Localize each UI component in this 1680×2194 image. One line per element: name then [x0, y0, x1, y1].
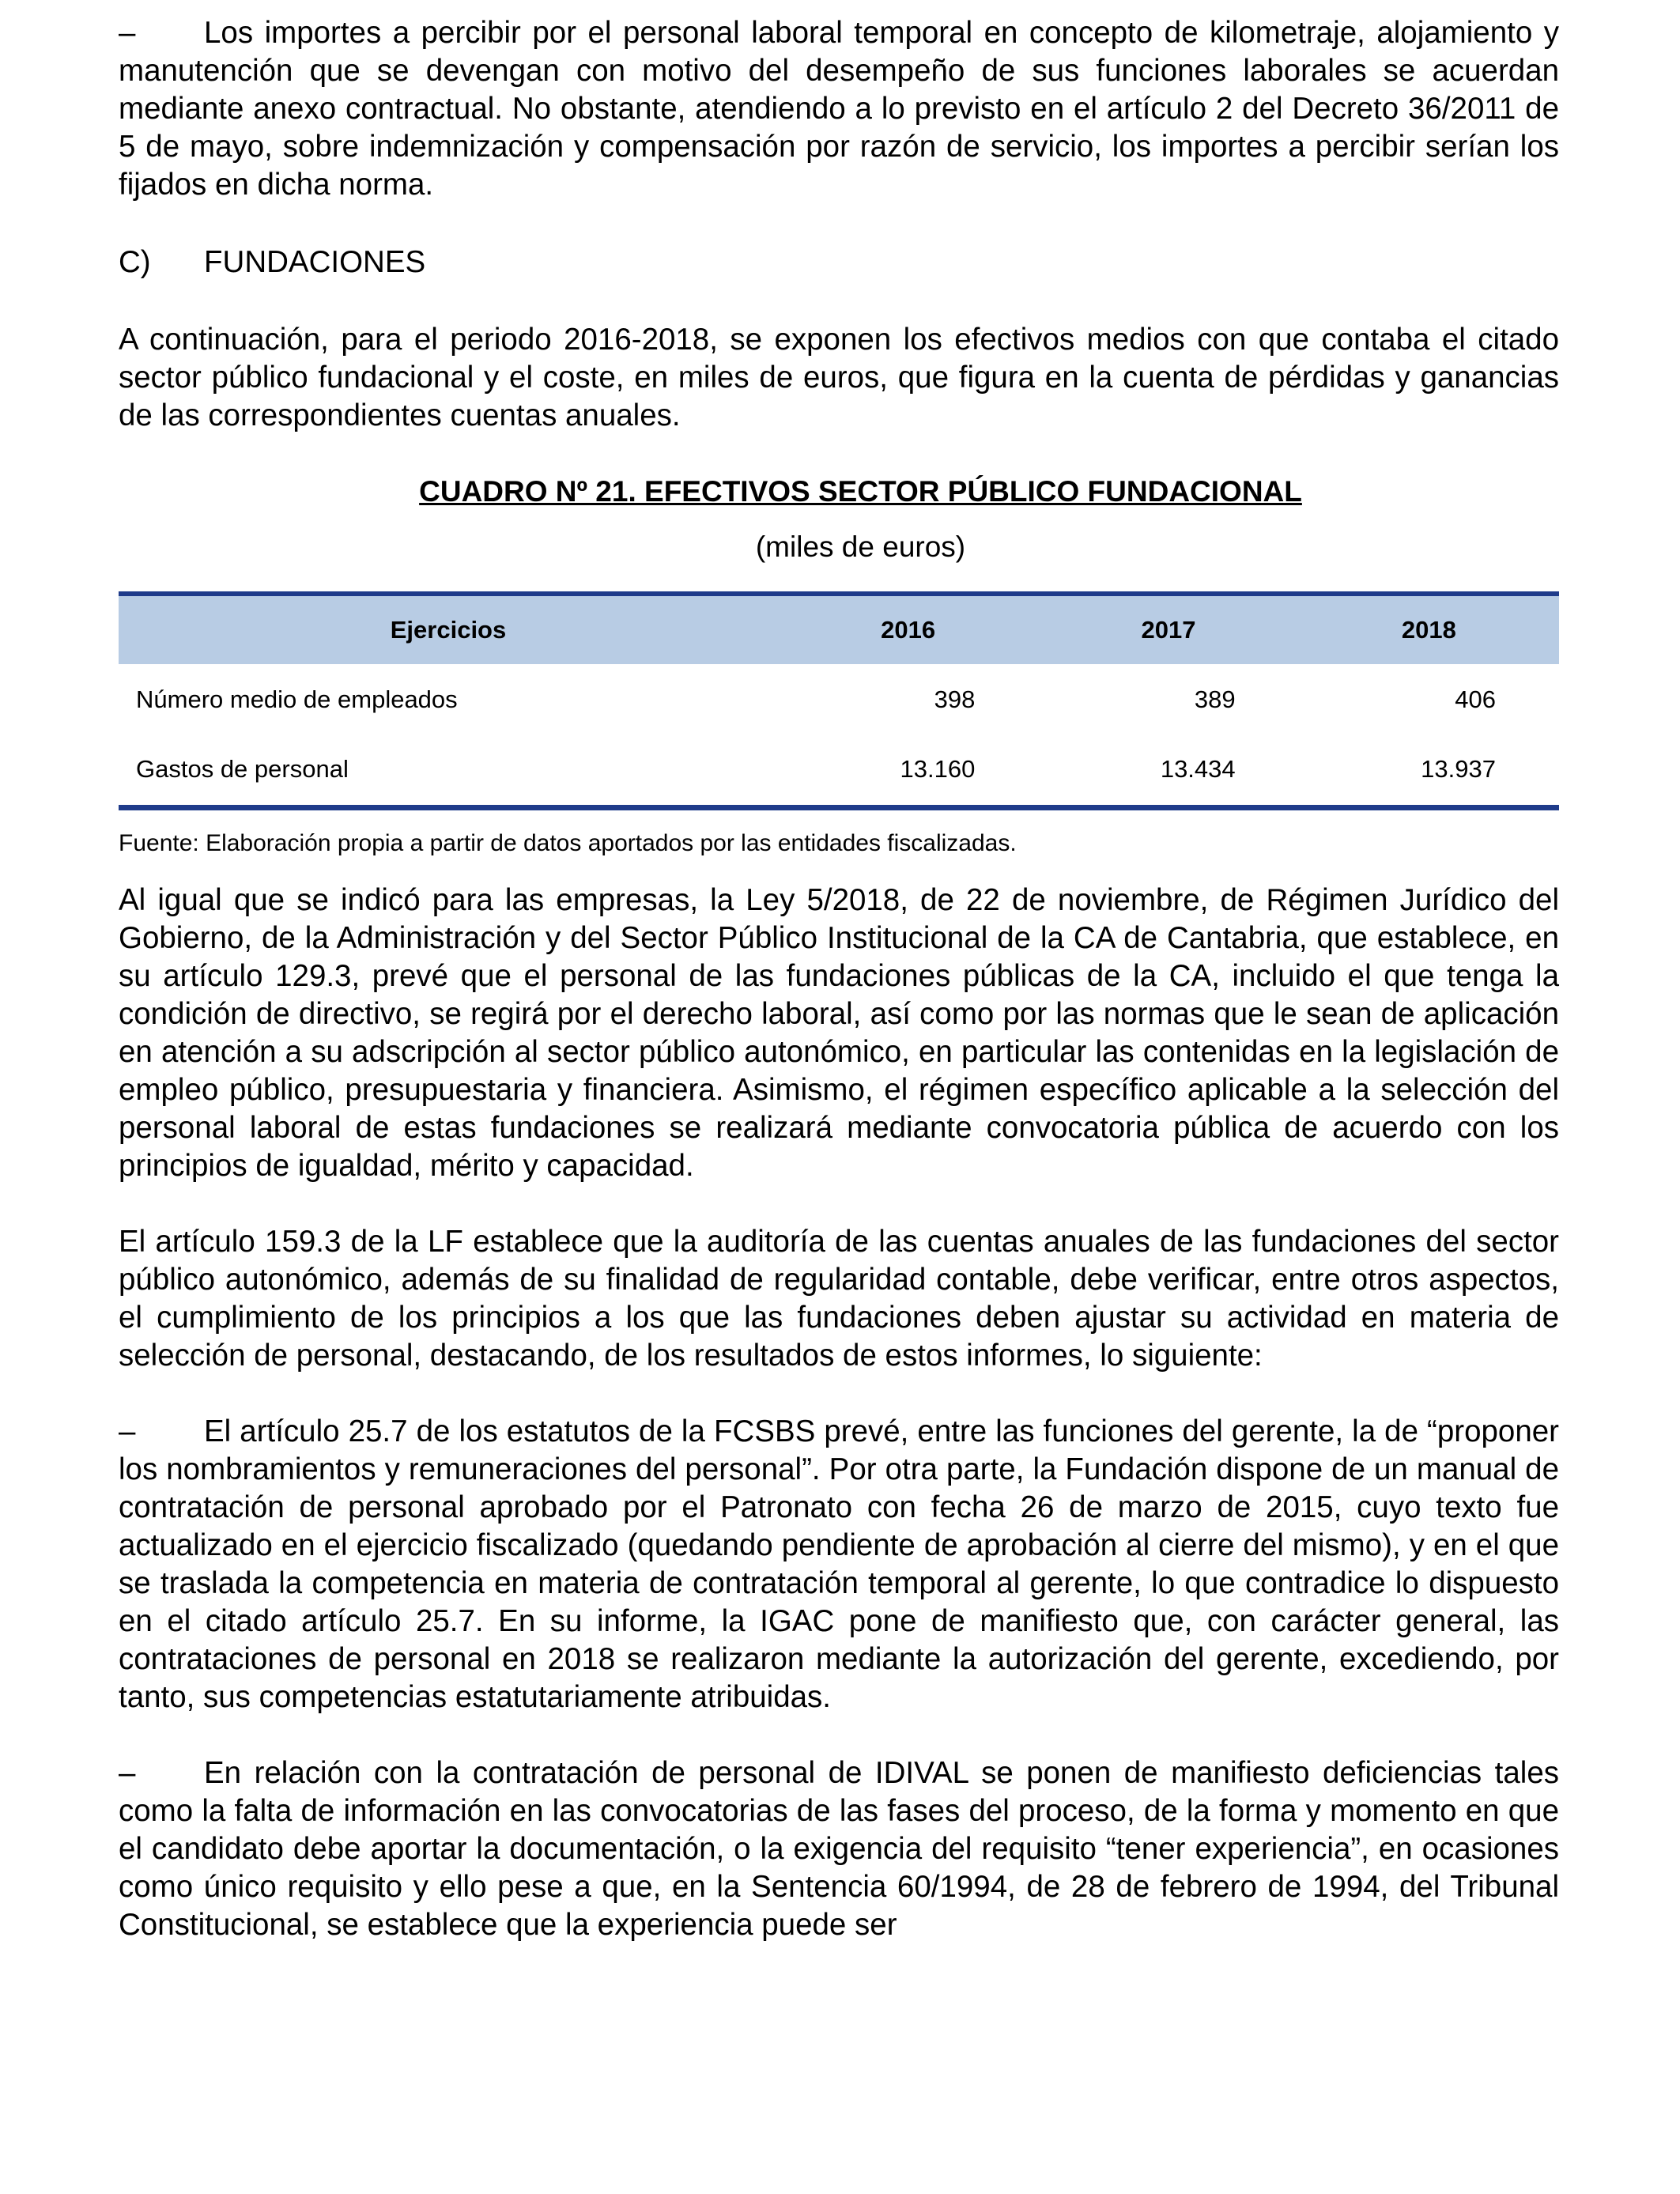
bullet-paragraph-idival: [119, 1754, 1559, 1944]
bullet-paragraph-kilometraje: [119, 14, 1559, 204]
data-table: [119, 591, 1559, 810]
section-label: C): [119, 245, 151, 279]
cell-value: 13.434: [1038, 734, 1298, 808]
bullet-dash: –: [119, 1756, 136, 1790]
cell-value: 389: [1194, 685, 1236, 713]
paragraph-lf: El artículo 159.3 de la LF establece que la auditoría de las cuentas anuales de las fundaciones del sector público autonómico, además de su finalidad de regularidad contable, debe verificar, entre otros aspectos, el cumplimiento de los principios a los que las fundaciones deben ajustar su actividad en materia de selección de personal, destacando, de los resultados de estos informes, lo siguiente:: [119, 1225, 1559, 1373]
header-2018: 2018: [1299, 594, 1559, 665]
table-row: [119, 665, 1559, 734]
cell-value: 398: [934, 685, 976, 713]
bullet-dash: –: [119, 16, 136, 50]
section-title: FUNDACIONES: [204, 245, 426, 279]
bullet-text: Los importes a percibir por el personal laboral temporal en concepto de kilometraje, alojamiento y manutención que se devengan con motivo del desempeño de sus funciones laborales se acuerdan mediante anexo contractual. No obstante, atendiendo a lo previsto en el artículo 2 del Decreto 36/2011 de 5 de mayo, sobre indemnización y compensación por razón de servicio, los importes a percibir serían los fijados en dicha norma.: [119, 16, 1559, 202]
cell-value: 13.937: [1299, 734, 1559, 808]
paragraph-intro: A continuación, para el periodo 2016-2018, se exponen los efectivos medios con que contaba el citado sector público fundacional y el coste, en miles de euros, que figura en la cuenta de pérdidas y ganancias de las correspondientes cuentas anuales.: [119, 323, 1559, 432]
bullet-dash: –: [119, 1414, 136, 1448]
cell-value: 13.160: [778, 734, 1038, 808]
header-2017: 2017: [1038, 594, 1298, 665]
table-title: CUADRO Nº 21. EFECTIVOS SECTOR PÚBLICO FUNDACIONAL: [419, 475, 1302, 508]
bullet-paragraph-fcsbs: [119, 1413, 1559, 1716]
table-subtitle: (miles de euros): [755, 531, 966, 563]
header-2016: 2016: [778, 594, 1038, 665]
table-header-row: [119, 594, 1559, 665]
bullet-text: En relación con la contratación de personal de IDIVAL se ponen de manifiesto deficiencias tales como la falta de información en las convocatorias de las fases del proceso, de la forma y momento en que el candidato debe aportar la documentación, o la exigencia del requisito “tener experiencia”, en ocasiones como único requisito y ello pese a que, en la Sentencia 60/1994, de 28 de febrero de 1994, del Tribunal Constitucional, se establece que la experiencia puede ser: [119, 1756, 1559, 1942]
table-source: Fuente: Elaboración propia a partir de datos aportados por las entidades fiscalizadas.: [119, 830, 1017, 856]
header-ejercicios: Ejercicios: [119, 594, 778, 665]
document-page: [119, 14, 1559, 1944]
bullet-text: El artículo 25.7 de los estatutos de la FCSBS prevé, entre las funciones del gerente, la de “proponer los nombramientos y remuneraciones del personal”. Por otra parte, la Fundación dispone de un manual de contratación de personal aprobado por el Patronato con fecha 26 de marzo de 2015, cuyo texto fue actualizado en el ejercicio fiscalizado (quedando pendiente de aprobación al cierre del mismo), y en el que se traslada la competencia en materia de contratación temporal al gerente, lo que contradice lo dispuesto en el citado artículo 25.7. En su informe, la IGAC pone de manifiesto que, con carácter general, las contrataciones de personal en 2018 se realizaron mediante la autorización del gerente, excediendo, por tanto, sus competencias estatutariamente atribuidas.: [119, 1414, 1559, 1714]
paragraph-ley: Al igual que se indicó para las empresas, la Ley 5/2018, de 22 de noviembre, de Régimen Jurídico del Gobierno, de la Administración y del Sector Público Institucional de la CA de Cantabria, que establece, en su artículo 129.3, prevé que el personal de las fundaciones públicas de la CA, incluido el que tenga la condición de directivo, se regirá por el derecho laboral, así como por las normas que le sean de aplicación en atención a su adscripción al sector público autonómico, en particular las contenidas en la legislación de empleo público, presupuestaria y financiera. Asimismo, el régimen específico aplicable a la selección del personal laboral de estas fundaciones se realizará mediante convocatoria pública de acuerdo con los principios de igualdad, mérito y capacidad.: [119, 883, 1559, 1183]
cell-value: 406: [1455, 685, 1496, 713]
section-heading: [119, 244, 1559, 281]
table-row: [119, 734, 1559, 808]
row-label: Número medio de empleados: [136, 685, 458, 713]
row-label: Gastos de personal: [119, 734, 778, 808]
